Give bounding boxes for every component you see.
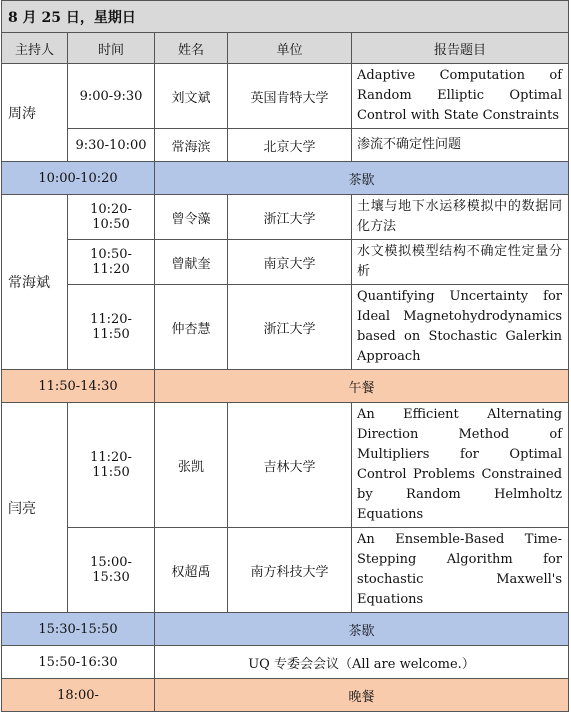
break-row	[2, 646, 569, 679]
header-name: 姓名	[155, 33, 228, 64]
talk-time: 9:00-9:30	[68, 64, 155, 129]
speaker-affiliation: 浙江大学	[228, 195, 352, 240]
break-time: 18:00-	[2, 679, 155, 712]
session-host: 闫亮	[2, 403, 68, 613]
speaker-affiliation: 浙江大学	[228, 285, 352, 370]
talk-topic: 渗流不确定性问题	[352, 129, 569, 162]
speaker-affiliation: 北京大学	[228, 129, 352, 162]
header-row	[2, 33, 569, 64]
talk-time: 11:20-11:50	[68, 285, 155, 370]
session-host: 常海斌	[2, 195, 68, 370]
speaker-affiliation: 南方科技大学	[228, 528, 352, 613]
break-label: 茶歇	[155, 162, 569, 195]
break-row	[2, 679, 569, 712]
speaker-name: 刘文斌	[155, 64, 228, 129]
talk-row	[2, 285, 569, 370]
talk-topic: Quantifying Uncertainty for Ideal Magnetohydrodynamics based on Stochastic Galerkin Approach	[352, 285, 569, 370]
talk-time: 10:50-11:20	[68, 240, 155, 285]
speaker-affiliation: 吉林大学	[228, 403, 352, 528]
talk-row	[2, 403, 569, 528]
talk-row	[2, 64, 569, 129]
day-title: 8 月 25 日，星期日	[2, 1, 569, 33]
header-time: 时间	[68, 33, 155, 64]
talk-topic: An Efficient Alternating Direction Method of Multipliers for Optimal Control Problems Constrained by Random Helmholtz Equations	[352, 403, 569, 528]
break-row	[2, 613, 569, 646]
talk-row	[2, 129, 569, 162]
speaker-name: 曾献奎	[155, 240, 228, 285]
talk-topic: 水文模拟模型结构不确定性定量分析	[352, 240, 569, 285]
talk-row	[2, 195, 569, 240]
talk-row	[2, 528, 569, 613]
talk-row	[2, 240, 569, 285]
session-host: 周涛	[2, 64, 68, 162]
speaker-name: 仲杏慧	[155, 285, 228, 370]
speaker-name: 常海滨	[155, 129, 228, 162]
break-row	[2, 162, 569, 195]
break-time: 15:30-15:50	[2, 613, 155, 646]
break-time: 11:50-14:30	[2, 370, 155, 403]
break-row	[2, 370, 569, 403]
speaker-name: 张凯	[155, 403, 228, 528]
talk-topic: Adaptive Computation of Random Elliptic Optimal Control with State Constraints	[352, 64, 569, 129]
talk-topic: An Ensemble-Based Time-Stepping Algorithm for stochastic Maxwell's Equations	[352, 528, 569, 613]
talk-topic: 土壤与地下水运移模拟中的数据同化方法	[352, 195, 569, 240]
speaker-name: 曾令藻	[155, 195, 228, 240]
speaker-affiliation: 英国肯特大学	[228, 64, 352, 129]
talk-time: 11:20-11:50	[68, 403, 155, 528]
talk-time: 10:20-10:50	[68, 195, 155, 240]
break-label: 晚餐	[155, 679, 569, 712]
header-topic: 报告题目	[352, 33, 569, 64]
break-label: 午餐	[155, 370, 569, 403]
header-affiliation: 单位	[228, 33, 352, 64]
break-time: 15:50-16:30	[2, 646, 155, 679]
speaker-affiliation: 南京大学	[228, 240, 352, 285]
speaker-name: 权超禹	[155, 528, 228, 613]
talk-time: 15:00-15:30	[68, 528, 155, 613]
talk-time: 9:30-10:00	[68, 129, 155, 162]
header-host: 主持人	[2, 33, 68, 64]
schedule-table	[1, 0, 569, 712]
break-time: 10:00-10:20	[2, 162, 155, 195]
break-label: 茶歇	[155, 613, 569, 646]
break-label: UQ 专委会会议（All are welcome.）	[155, 646, 569, 679]
